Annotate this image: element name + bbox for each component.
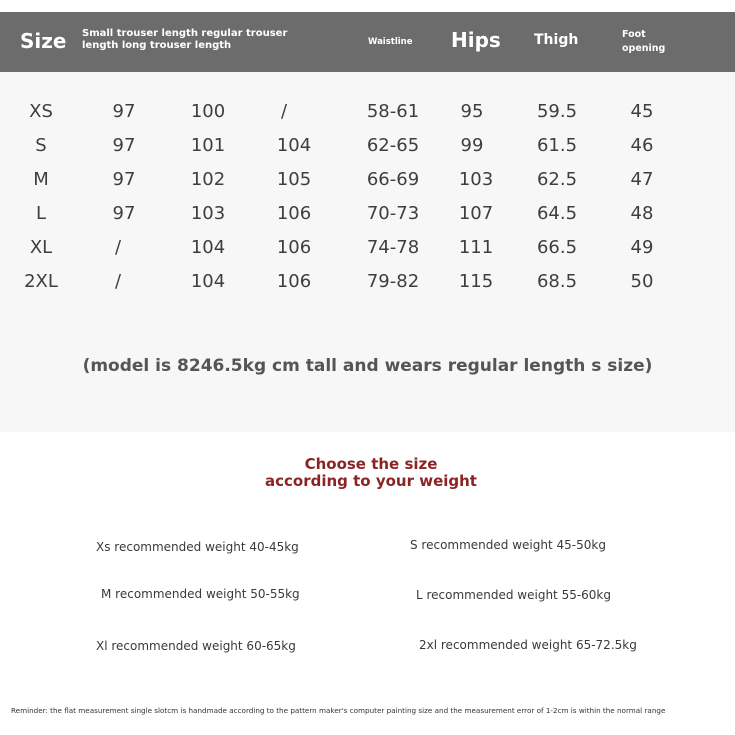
model-note: (model is 8246.5kg cm tall and wears regular length s size)	[82, 356, 653, 376]
cell-small-length: 97	[112, 169, 136, 190]
cell-long-length: 106	[276, 271, 312, 292]
cell-hips: 95	[460, 101, 484, 122]
cell-hips: 111	[458, 237, 494, 258]
cell-size: XS	[29, 101, 53, 122]
cell-size: M	[33, 169, 49, 190]
cell-size: S	[35, 135, 47, 156]
header-thigh: Thigh	[534, 32, 579, 48]
cell-waistline: 62-65	[366, 135, 420, 156]
recommendation-s: S recommended weight 45-50kg	[410, 538, 606, 552]
cell-small-length: /	[114, 271, 122, 292]
recommendation-l: L recommended weight 55-60kg	[416, 588, 611, 602]
cell-waistline: 58-61	[366, 101, 420, 122]
cell-waistline: 66-69	[366, 169, 420, 190]
cell-foot-opening: 45	[630, 101, 654, 122]
choose-line-2: according to your weight	[265, 472, 477, 490]
table-row	[0, 267, 735, 297]
cell-thigh: 64.5	[536, 203, 578, 224]
cell-size: L	[35, 203, 47, 224]
cell-waistline: 70-73	[366, 203, 420, 224]
cell-waistline: 74-78	[366, 237, 420, 258]
cell-thigh: 59.5	[536, 101, 578, 122]
size-table	[0, 72, 735, 432]
cell-regular-length: 101	[190, 135, 226, 156]
cell-thigh: 62.5	[536, 169, 578, 190]
cell-small-length: 97	[112, 135, 136, 156]
cell-long-length: 105	[276, 169, 312, 190]
choose-size-title	[0, 456, 735, 490]
header-foot-opening: Foot opening	[622, 29, 666, 54]
cell-foot-opening: 47	[630, 169, 654, 190]
cell-long-length: 106	[276, 237, 312, 258]
size-chart-header	[0, 12, 735, 72]
table-row	[0, 165, 735, 195]
cell-small-length: 97	[112, 203, 136, 224]
cell-regular-length: 104	[190, 237, 226, 258]
cell-hips: 107	[458, 203, 494, 224]
cell-thigh: 66.5	[536, 237, 578, 258]
cell-long-length: 104	[276, 135, 312, 156]
cell-foot-opening: 46	[630, 135, 654, 156]
cell-small-length: 97	[112, 101, 136, 122]
cell-size: XL	[29, 237, 53, 258]
header-trouser-length: Small trouser length regular trouser length long trouser length	[82, 28, 288, 51]
header-hips: Hips	[451, 28, 501, 52]
cell-hips: 115	[458, 271, 494, 292]
cell-regular-length: 104	[190, 271, 226, 292]
cell-regular-length: 103	[190, 203, 226, 224]
table-row	[0, 97, 735, 127]
cell-thigh: 68.5	[536, 271, 578, 292]
table-row	[0, 233, 735, 263]
cell-regular-length: 102	[190, 169, 226, 190]
cell-waistline: 79-82	[366, 271, 420, 292]
recommendation-m: M recommended weight 50-55kg	[101, 587, 300, 601]
table-row	[0, 131, 735, 161]
cell-foot-opening: 49	[630, 237, 654, 258]
cell-size: 2XL	[24, 271, 58, 292]
cell-small-length: /	[114, 237, 122, 258]
cell-thigh: 61.5	[536, 135, 578, 156]
cell-foot-opening: 50	[630, 271, 654, 292]
cell-foot-opening: 48	[630, 203, 654, 224]
choose-line-1: Choose the size	[304, 455, 438, 473]
header-waistline: Waistline	[368, 37, 413, 47]
recommendation-xs: Xs recommended weight 40-45kg	[96, 540, 299, 554]
cell-regular-length: 100	[190, 101, 226, 122]
table-row	[0, 199, 735, 229]
cell-long-length: 106	[276, 203, 312, 224]
cell-long-length: /	[280, 101, 288, 122]
recommendation-xl: Xl recommended weight 60-65kg	[96, 639, 296, 653]
recommendation-2xl: 2xl recommended weight 65-72.5kg	[419, 638, 637, 652]
cell-hips: 99	[460, 135, 484, 156]
header-size: Size	[20, 29, 67, 53]
cell-hips: 103	[458, 169, 494, 190]
reminder-text: Reminder: the flat measurement single slotcm is handmade according to the pattern maker's computer painting size and the measurement error of 1-2cm is within the normal range	[11, 706, 666, 715]
